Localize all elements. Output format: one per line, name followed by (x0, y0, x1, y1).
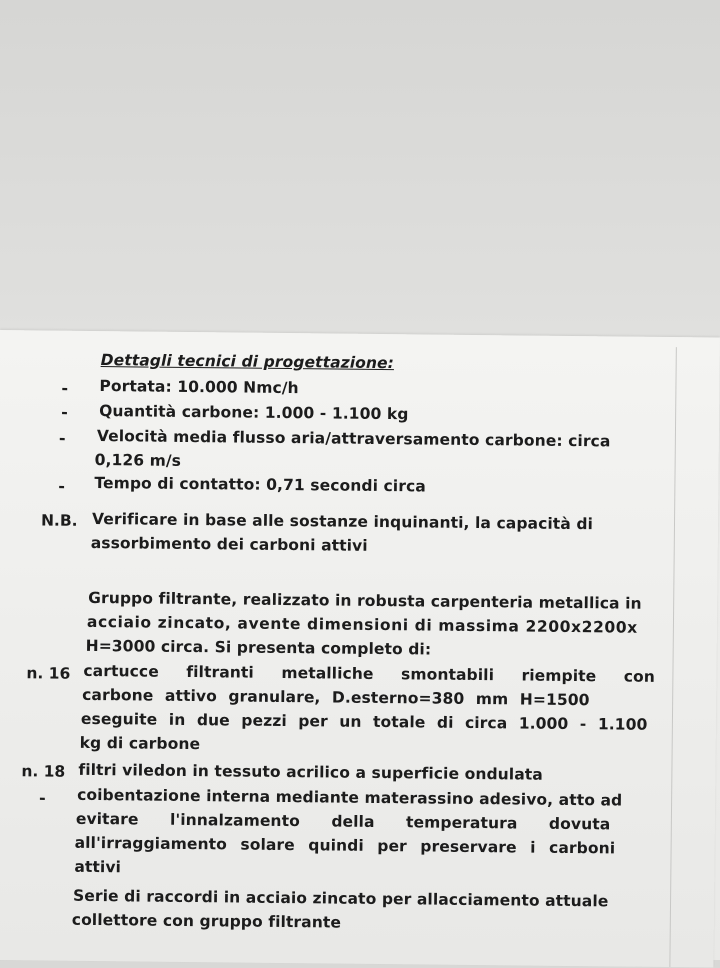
item-16-text-line: cartucce filtranti metalliche smontabili riempite con (83, 661, 656, 686)
group-text-line: H=3000 circa. Si presenta completo di: (85, 636, 432, 659)
bullet-dash: - (39, 788, 46, 808)
spec-velocita: Velocità media flusso aria/attraversamento carbone: circa (96, 427, 611, 451)
spec-quantita-carbone: Quantità carbone: 1.000 - 1.100 kg (99, 402, 409, 424)
nb-text-line: Verificare in base alle sostanze inquinanti, la capacità di (91, 509, 594, 534)
coibentazione-text-line: evitare l'innalzamento della temperatura dovuta (75, 809, 611, 834)
spec-portata: Portata: 10.000 Nmc/h (99, 377, 299, 398)
bullet-dash: - (61, 402, 68, 422)
nb-label: N.B. (40, 511, 78, 530)
spec-tempo-contatto: Tempo di contatto: 0,71 secondi circa (94, 473, 426, 496)
item-16-text-line: kg di carbone (79, 733, 201, 754)
sheet-fold-line (669, 347, 676, 967)
document-sheet (0, 330, 720, 968)
group-text-line: acciaio zincato, avente dimensioni di massima 2200x2200x (86, 612, 638, 637)
group-text-line: Gruppo filtrante, realizzato in robusta carpenteria metallica in (88, 588, 642, 613)
section-heading: Dettagli tecnici di progettazione: (100, 351, 395, 373)
background-surface (0, 0, 720, 340)
item-16-label: n. 16 (26, 664, 71, 683)
raccordi-text-line: Serie di raccordi in acciaio zincato per allacciamento attuale (72, 886, 609, 911)
item-18-text-line: filtri viledon in tessuto acrilico a superficie ondulata (78, 760, 543, 784)
nb-text-line: assorbimento dei carboni attivi (90, 533, 368, 555)
coibentazione-text-line: all'irraggiamento solare quindi per preservare i carboni (74, 833, 616, 858)
item-16-text-line: eseguite in due pezzi per un totale di circa 1.000 - 1.100 (80, 709, 648, 734)
spec-velocita-value: 0,126 m/s (94, 450, 182, 470)
bullet-dash: - (58, 476, 66, 496)
coibentazione-text-line: coibentazione interna mediante materassino adesivo, atto ad (77, 785, 623, 810)
item-16-text-line: carbone attivo granulare, D.esterno=380 mm H=1500 (82, 685, 590, 710)
bullet-dash: - (58, 428, 66, 448)
raccordi-text-line: collettore con gruppo filtrante (71, 910, 342, 932)
coibentazione-text-line: attivi (74, 857, 122, 877)
bullet-dash: - (61, 378, 69, 398)
item-18-label: n. 18 (21, 762, 66, 781)
